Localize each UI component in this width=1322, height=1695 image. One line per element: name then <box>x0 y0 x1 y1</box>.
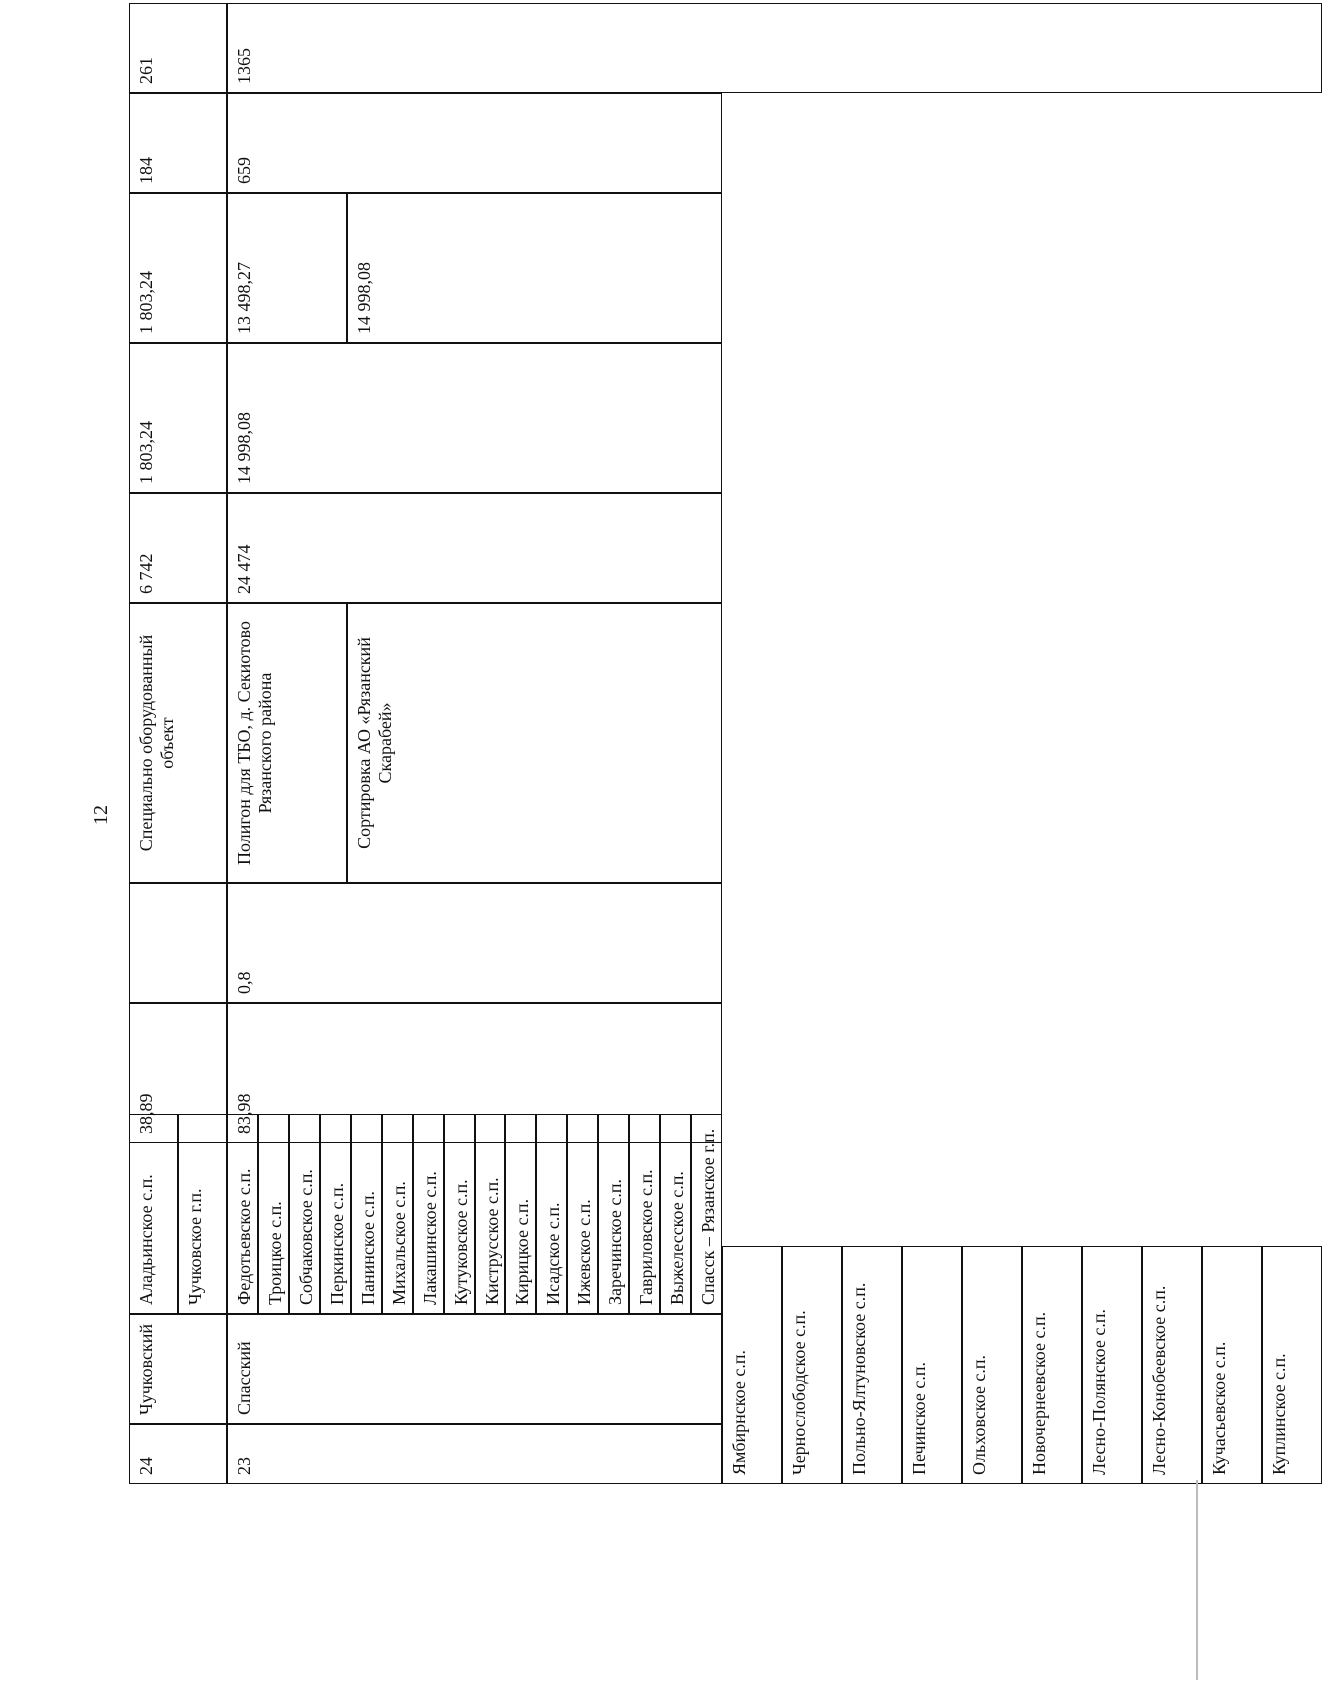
settlement-row: Ижевское с.п. <box>567 1114 598 1314</box>
row24-col7: 6 742 <box>129 493 227 603</box>
row23-col5: 0,8 <box>227 883 722 1003</box>
settlement-row: Собчаковское с.п. <box>289 1114 320 1314</box>
settlement-row: Перкинское с.п. <box>320 1114 351 1314</box>
row23-col4: 83,98 <box>227 1003 722 1143</box>
settlement-row: Троицкое с.п. <box>258 1114 289 1314</box>
settlement-row: Михальское с.п. <box>382 1114 413 1314</box>
row24-col10: 184 <box>129 93 227 193</box>
settlement-row: Федотьевское с.п. <box>227 1114 258 1314</box>
row23-facility-2: Полигон для ТБО, д. Секиотово Рязанского района <box>227 603 347 883</box>
row24-col8: 1 803,24 <box>129 343 227 493</box>
district-name-23: Спасский <box>227 1314 722 1424</box>
settlement-row: Куплинское с.п. <box>1262 1246 1322 1484</box>
settlement-row: Ольховское с.п. <box>962 1246 1022 1484</box>
row24-facility: Специально оборудованный объект <box>129 603 227 883</box>
settlement-row: Киструсское с.п. <box>475 1114 506 1314</box>
settlement-row: Кучасьевское с.п. <box>1202 1246 1262 1484</box>
row-number-24: 24 <box>129 1424 227 1484</box>
row23-col9-2: 13 498,27 <box>227 193 347 343</box>
settlement-row: Кирицкое с.п. <box>505 1114 536 1314</box>
settlement-row: Лакашинское с.п. <box>413 1114 444 1314</box>
settlement-row: Ямбирнское с.п. <box>722 1246 782 1484</box>
settlement-row: Лесно-Полянское с.п. <box>1082 1246 1142 1484</box>
row23-facility-1: Сортировка АО «Рязанский Скарабей» <box>347 603 722 883</box>
settlement-row: Кутуковское с.п. <box>444 1114 475 1314</box>
row23-col7: 24 474 <box>227 493 722 603</box>
row24-col11: 261 <box>129 3 227 93</box>
settlement-row: Чучковское г.п. <box>178 1114 227 1314</box>
district-name-24: Чучковский <box>129 1314 227 1424</box>
settlement-row: Польно-Ялтуновское с.п. <box>842 1246 902 1484</box>
row24-col4: 38,89 <box>129 1003 227 1143</box>
row24-col9: 1 803,24 <box>129 193 227 343</box>
settlement-row: Лесно-Конобеевское с.п. <box>1142 1246 1202 1484</box>
settlement-row: Заречинское с.п. <box>598 1114 629 1314</box>
scan-edge-mark <box>1196 1480 1198 1680</box>
settlement-row: Выжелесское с.п. <box>660 1114 691 1314</box>
row24-col5 <box>129 883 227 1003</box>
page-number: 12 <box>90 805 112 825</box>
settlement-row: Спасск – Рязанское г.п. <box>691 1114 722 1314</box>
row23-col9-1: 14 998,08 <box>347 193 722 343</box>
settlement-row: Новочернеевское с.п. <box>1022 1246 1082 1484</box>
row23-col10: 659 <box>227 93 722 193</box>
settlement-row: Исадское с.п. <box>536 1114 567 1314</box>
settlement-row: Печинское с.п. <box>902 1246 962 1484</box>
settlement-row: Гавриловское с.п. <box>629 1114 660 1314</box>
settlement-row: Чернослободское с.п. <box>782 1246 842 1484</box>
settlement-row: Панинское с.п. <box>351 1114 382 1314</box>
row-number-23: 23 <box>227 1424 722 1484</box>
settlement-row: Аладьинское с.п. <box>129 1114 178 1314</box>
row23-col8: 14 998,08 <box>227 343 722 493</box>
prev-col11: 1365 <box>227 3 1322 93</box>
